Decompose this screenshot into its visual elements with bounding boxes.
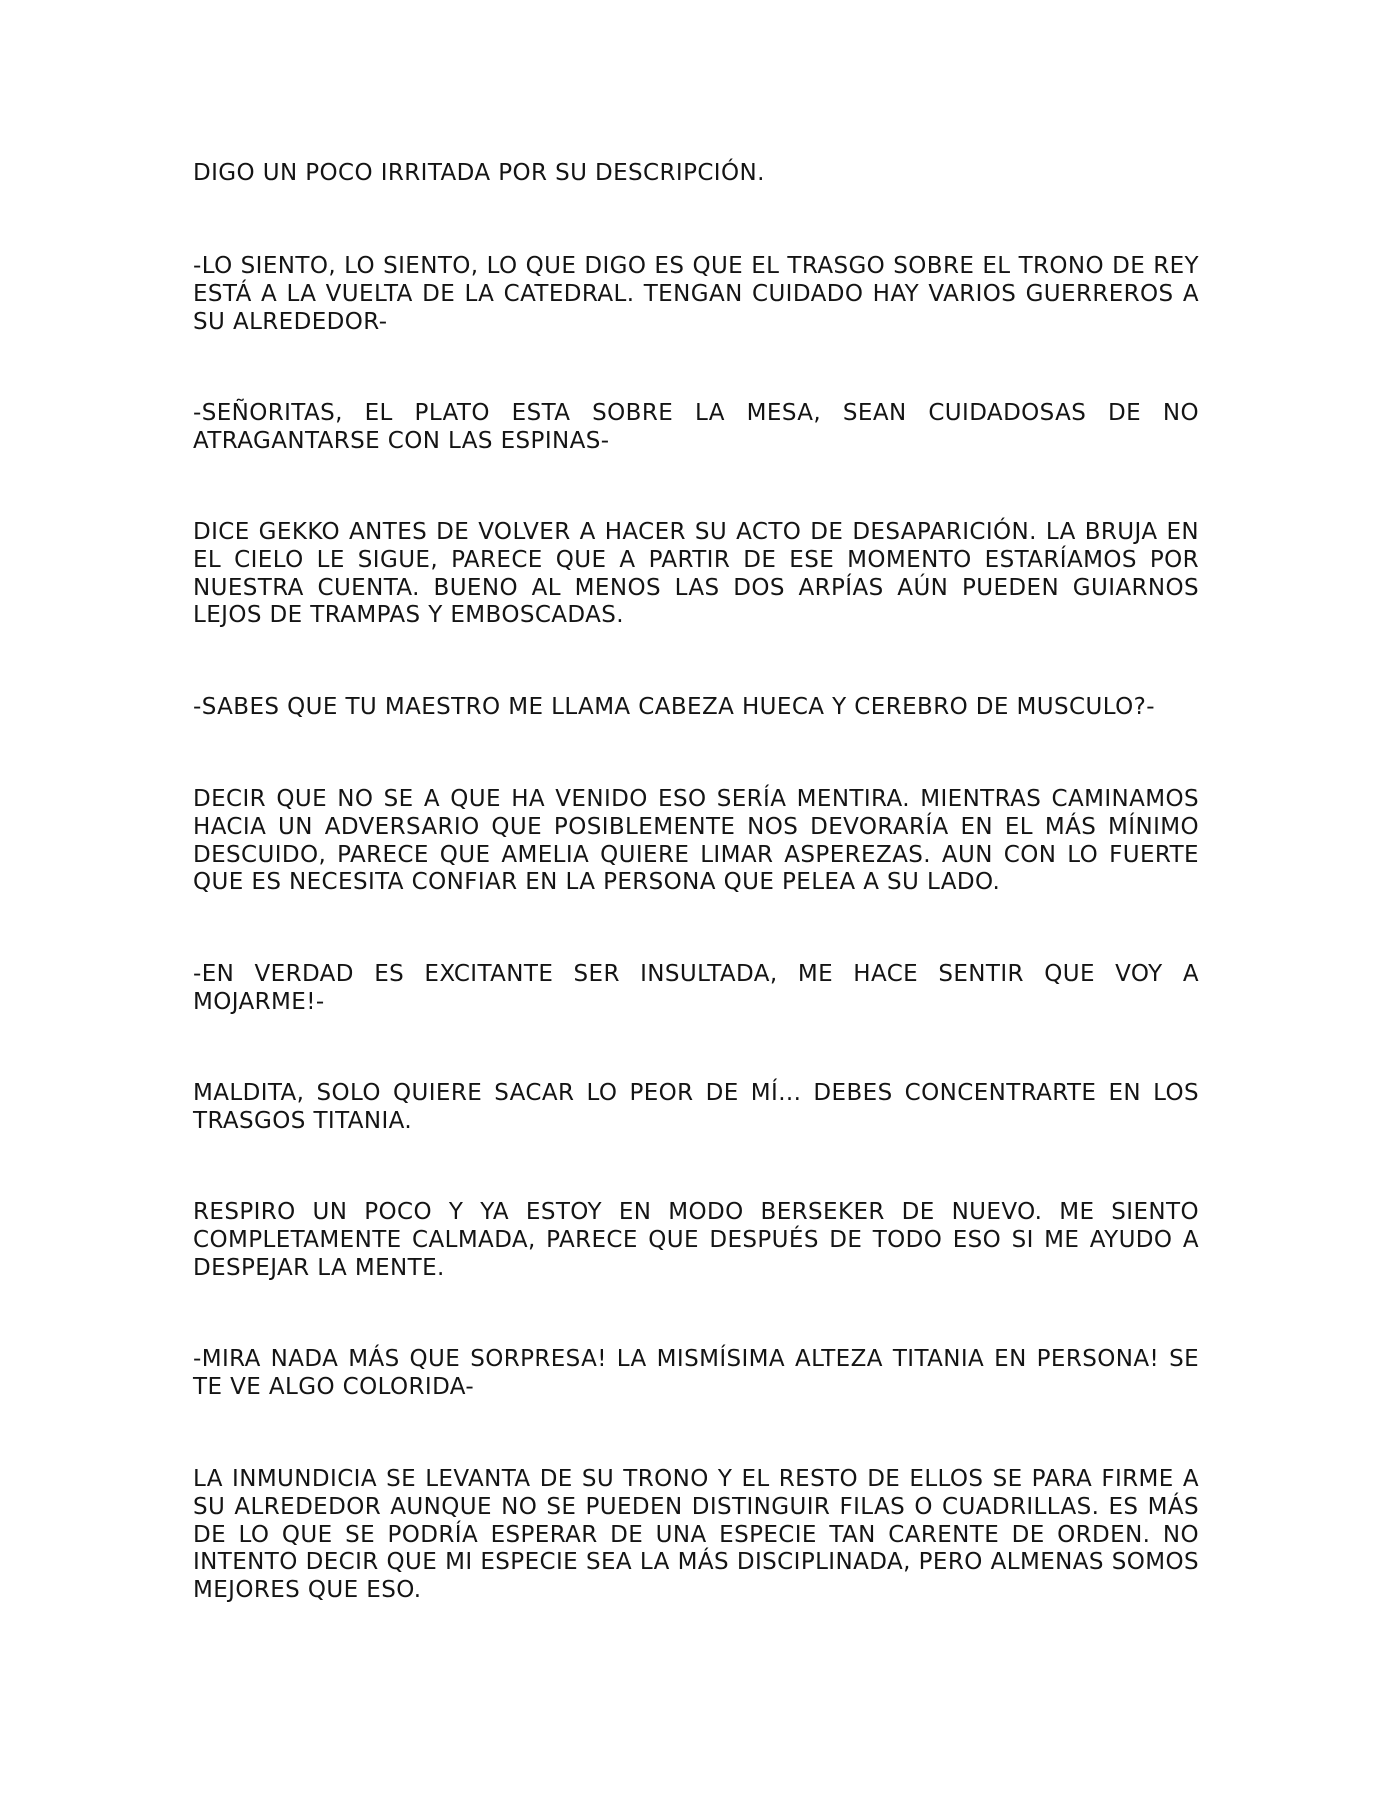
paragraph-11: LA INMUNDICIA SE LEVANTA DE SU TRONO Y EL RESTO DE ELLOS SE PARA FIRME A SU ALREDEDOR AUNQUE NO SE PUEDEN DISTINGUIR FILAS O CUADRILLAS. ES MÁS DE LO QUE SE PODRÍA ESPERAR DE UNA ESPECIE TAN CARENTE DE ORDEN. NO INTENTO DECIR QUE MI ESPECIE SEA LA MÁS DISCIPLINADA, PERO ALMENAS SOMOS MEJORES QUE ESO.: [193, 1466, 1199, 1604]
paragraph-5: -SABES QUE TU MAESTRO ME LLAMA CABEZA HUECA Y CEREBRO DE MUSCULO?-: [193, 694, 1155, 720]
paragraph-3: -SEÑORITAS, EL PLATO ESTA SOBRE LA MESA, SEAN CUIDADOSAS DE NO ATRAGANTARSE CON LAS ESPINAS-: [193, 400, 1199, 454]
paragraph-6: DECIR QUE NO SE A QUE HA VENIDO ESO SERÍA MENTIRA. MIENTRAS CAMINAMOS HACIA UN ADVERSARIO QUE POSIBLEMENTE NOS DEVORARÍA EN EL MÁS MÍNIMO DESCUIDO, PARECE QUE AMELIA QUIERE LIMAR ASPEREZAS. AUN CON LO FUERTE QUE ES NECESITA CONFIAR EN LA PERSONA QUE PELEA A SU LADO.: [193, 786, 1199, 896]
paragraph-1: DIGO UN POCO IRRITADA POR SU DESCRIPCIÓN.: [193, 160, 765, 186]
paragraph-10: -MIRA NADA MÁS QUE SORPRESA! LA MISMÍSIMA ALTEZA TITANIA EN PERSONA! SE TE VE ALGO COLORIDA-: [193, 1346, 1199, 1400]
paragraph-4: DICE GEKKO ANTES DE VOLVER A HACER SU ACTO DE DESAPARICIÓN. LA BRUJA EN EL CIELO LE SIGUE, PARECE QUE A PARTIR DE ESE MOMENTO ESTARÍAMOS POR NUESTRA CUENTA. BUENO AL MENOS LAS DOS ARPÍAS AÚN PUEDEN GUIARNOS LEJOS DE TRAMPAS Y EMBOSCADAS.: [193, 519, 1199, 629]
paragraph-8: MALDITA, SOLO QUIERE SACAR LO PEOR DE MÍ... DEBES CONCENTRARTE EN LOS TRASGOS TITANIA.: [193, 1080, 1199, 1134]
paragraph-9: RESPIRO UN POCO Y YA ESTOY EN MODO BERSEKER DE NUEVO. ME SIENTO COMPLETAMENTE CALMADA, PARECE QUE DESPUÉS DE TODO ESO SI ME AYUDO A DESPEJAR LA MENTE.: [193, 1199, 1199, 1281]
paragraph-2: -LO SIENTO, LO SIENTO, LO QUE DIGO ES QUE EL TRASGO SOBRE EL TRONO DE REY ESTÁ A LA VUELTA DE LA CATEDRAL. TENGAN CUIDADO HAY VARIOS GUERREROS A SU ALREDEDOR-: [193, 253, 1199, 335]
paragraph-7: -EN VERDAD ES EXCITANTE SER INSULTADA, ME HACE SENTIR QUE VOY A MOJARME!-: [193, 961, 1199, 1015]
